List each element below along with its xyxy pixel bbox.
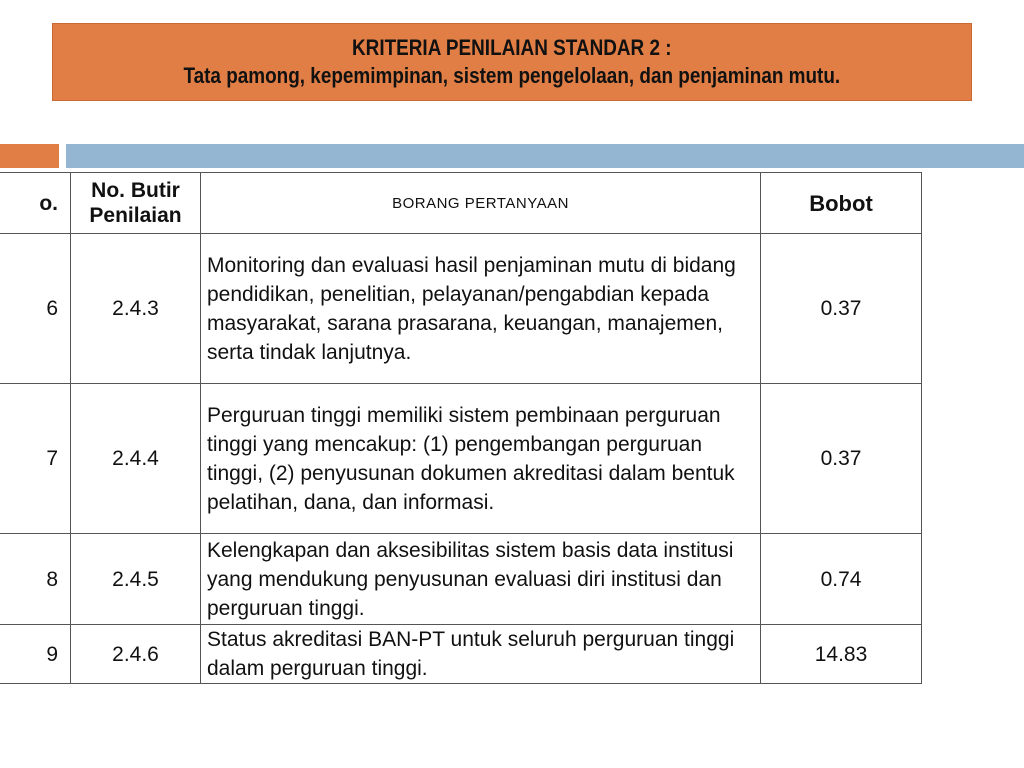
decorative-orange-bar xyxy=(0,144,59,168)
row-butir: 2.4.3 xyxy=(71,234,201,384)
header-butir: No. Butir Penilaian xyxy=(71,173,201,234)
row-bobot: 14.83 xyxy=(761,625,922,684)
row-no: 8 xyxy=(0,534,71,625)
header-no: o. xyxy=(0,173,71,234)
header-borang: BORANG PERTANYAAN xyxy=(201,173,761,234)
row-borang: Monitoring dan evaluasi hasil penjaminan mutu di bidang pendidikan, penelitian, pelayanan/pengabdian kepada masyarakat, sarana prasarana, keuangan, manajemen, serta tindak lanjutnya. xyxy=(201,234,761,384)
slide-title-box xyxy=(52,23,972,101)
table-row xyxy=(0,384,922,534)
header-bobot: Bobot xyxy=(761,173,922,234)
table-row xyxy=(0,234,922,384)
table-row xyxy=(0,534,922,625)
table-row xyxy=(0,625,922,684)
row-bobot: 0.37 xyxy=(761,384,922,534)
row-no: 9 xyxy=(0,625,71,684)
row-butir: 2.4.4 xyxy=(71,384,201,534)
slide-title: KRITERIA PENILAIAN STANDAR 2 : xyxy=(352,35,672,60)
criteria-table-container xyxy=(0,172,1024,692)
row-no: 7 xyxy=(0,384,71,534)
slide-subtitle: Tata pamong, kepemimpinan, sistem pengelolaan, dan penjaminan mutu. xyxy=(183,63,841,88)
table-header-row xyxy=(0,173,922,234)
row-butir: 2.4.5 xyxy=(71,534,201,625)
row-butir: 2.4.6 xyxy=(71,625,201,684)
decorative-blue-bar xyxy=(66,144,1024,168)
row-borang: Perguruan tinggi memiliki sistem pembinaan perguruan tinggi yang mencakup: (1) pengembangan perguruan tinggi, (2) penyusunan dokumen akreditasi dalam bentuk pelatihan, dana, dan informasi. xyxy=(201,384,761,534)
row-bobot: 0.37 xyxy=(761,234,922,384)
row-no: 6 xyxy=(0,234,71,384)
row-borang: Status akreditasi BAN-PT untuk seluruh perguruan tinggi dalam perguruan tinggi. xyxy=(201,625,761,684)
row-borang: Kelengkapan dan aksesibilitas sistem basis data institusi yang mendukung penyusunan evaluasi diri institusi dan perguruan tinggi. xyxy=(201,534,761,625)
row-bobot: 0.74 xyxy=(761,534,922,625)
criteria-table xyxy=(0,172,922,684)
